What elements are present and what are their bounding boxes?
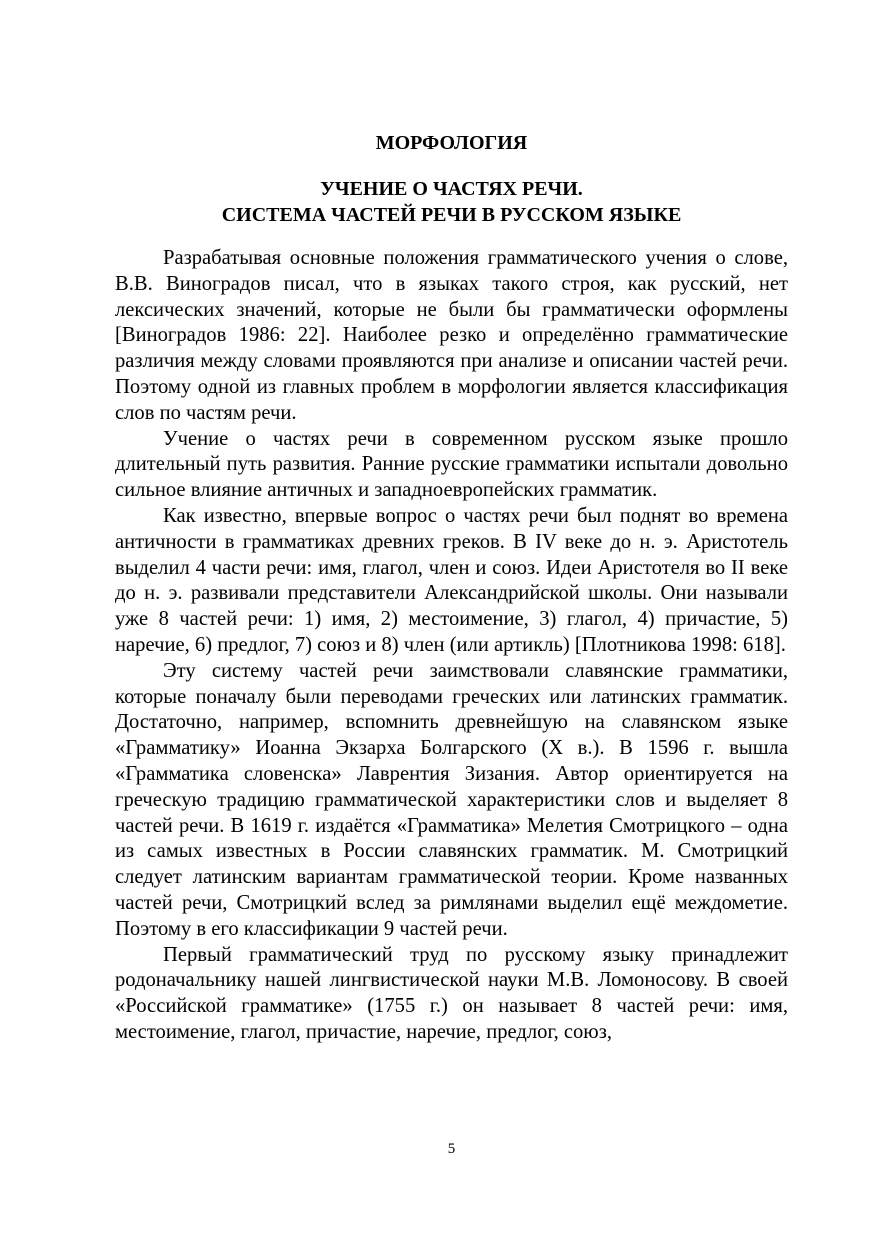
body-text <box>115 246 788 1046</box>
section-title: МОРФОЛОГИЯ <box>375 132 528 154</box>
paragraph-1: Разрабатывая основные положения грамматического учения о слове, В.В. Виноградов писал, что в языках такого строя, как русский, нет лексических значений, которые не были бы грамматически оформлены [Виноградов 1986: 22]. Наиболее резко и определённо грамматические различия между словами проявляются при анализе и описании частей речи. Поэтому одной из главных проблем в морфологии является классификация слов по частям речи. <box>115 247 788 424</box>
paragraph-4: Эту систему частей речи заимствовали славянские грамматики, которые поначалу были переводами греческих или латинских грамматик. Достаточно, например, вспомнить древнейшую на славянском языке «Грамматику» Иоанна Экзарха Болгарского (X в.). В 1596 г. вышла «Грамматика словенска» Лаврентия Зизания. Автор ориентируется на греческую традицию грамматической характеристики слов и выделяет 8 частей речи. В 1619 г. издаётся «Грамматика» Мелетия Смотрицкого – одна из самых известных в России славянских грамматик. М. Смотрицкий следует латинским вариантам грамматической теории. Кроме названных частей речи, Смотрицкий вслед за римлянами выделил ещё междометие. Поэтому в его классификации 9 частей речи. <box>115 659 788 940</box>
paragraph-3: Как известно, впервые вопрос о частях речи был поднят во времена античности в грамматиках древних греков. В IV веке до н. э. Аристотель выделил 4 части речи: имя, глагол, член и союз. Идеи Аристотеля во II веке до н. э. развивали представители Александрийской школы. Они называли уже 8 частей речи: 1) имя, 2) местоимение, 3) глагол, 4) причастие, 5) наречие, 6) предлог, 7) союз и 8) член (или артикль) [Плотникова 1998: 618]. <box>115 504 788 656</box>
chapter-title-line-2: СИСТЕМА ЧАСТЕЙ РЕЧИ В РУССКОМ ЯЗЫКЕ <box>221 204 682 226</box>
page-number: 5 <box>447 1141 456 1157</box>
chapter-title <box>0 176 875 228</box>
chapter-title-line-1: УЧЕНИЕ О ЧАСТЯХ РЕЧИ. <box>320 178 583 200</box>
paragraph-2: Учение о частях речи в современном русском языке прошло длительный путь развития. Ранние русские грамматики испытали довольно сильное влияние античных и западноевропейских грамматик. <box>115 427 788 502</box>
paragraph-5: Первый грамматический труд по русскому языку принадлежит родоначальнику нашей лингвистической науки М.В. Ломоносову. В своей «Российской грамматике» (1755 г.) он называет 8 частей речи: имя, местоимение, глагол, причастие, наречие, предлог, союз, <box>115 943 788 1043</box>
